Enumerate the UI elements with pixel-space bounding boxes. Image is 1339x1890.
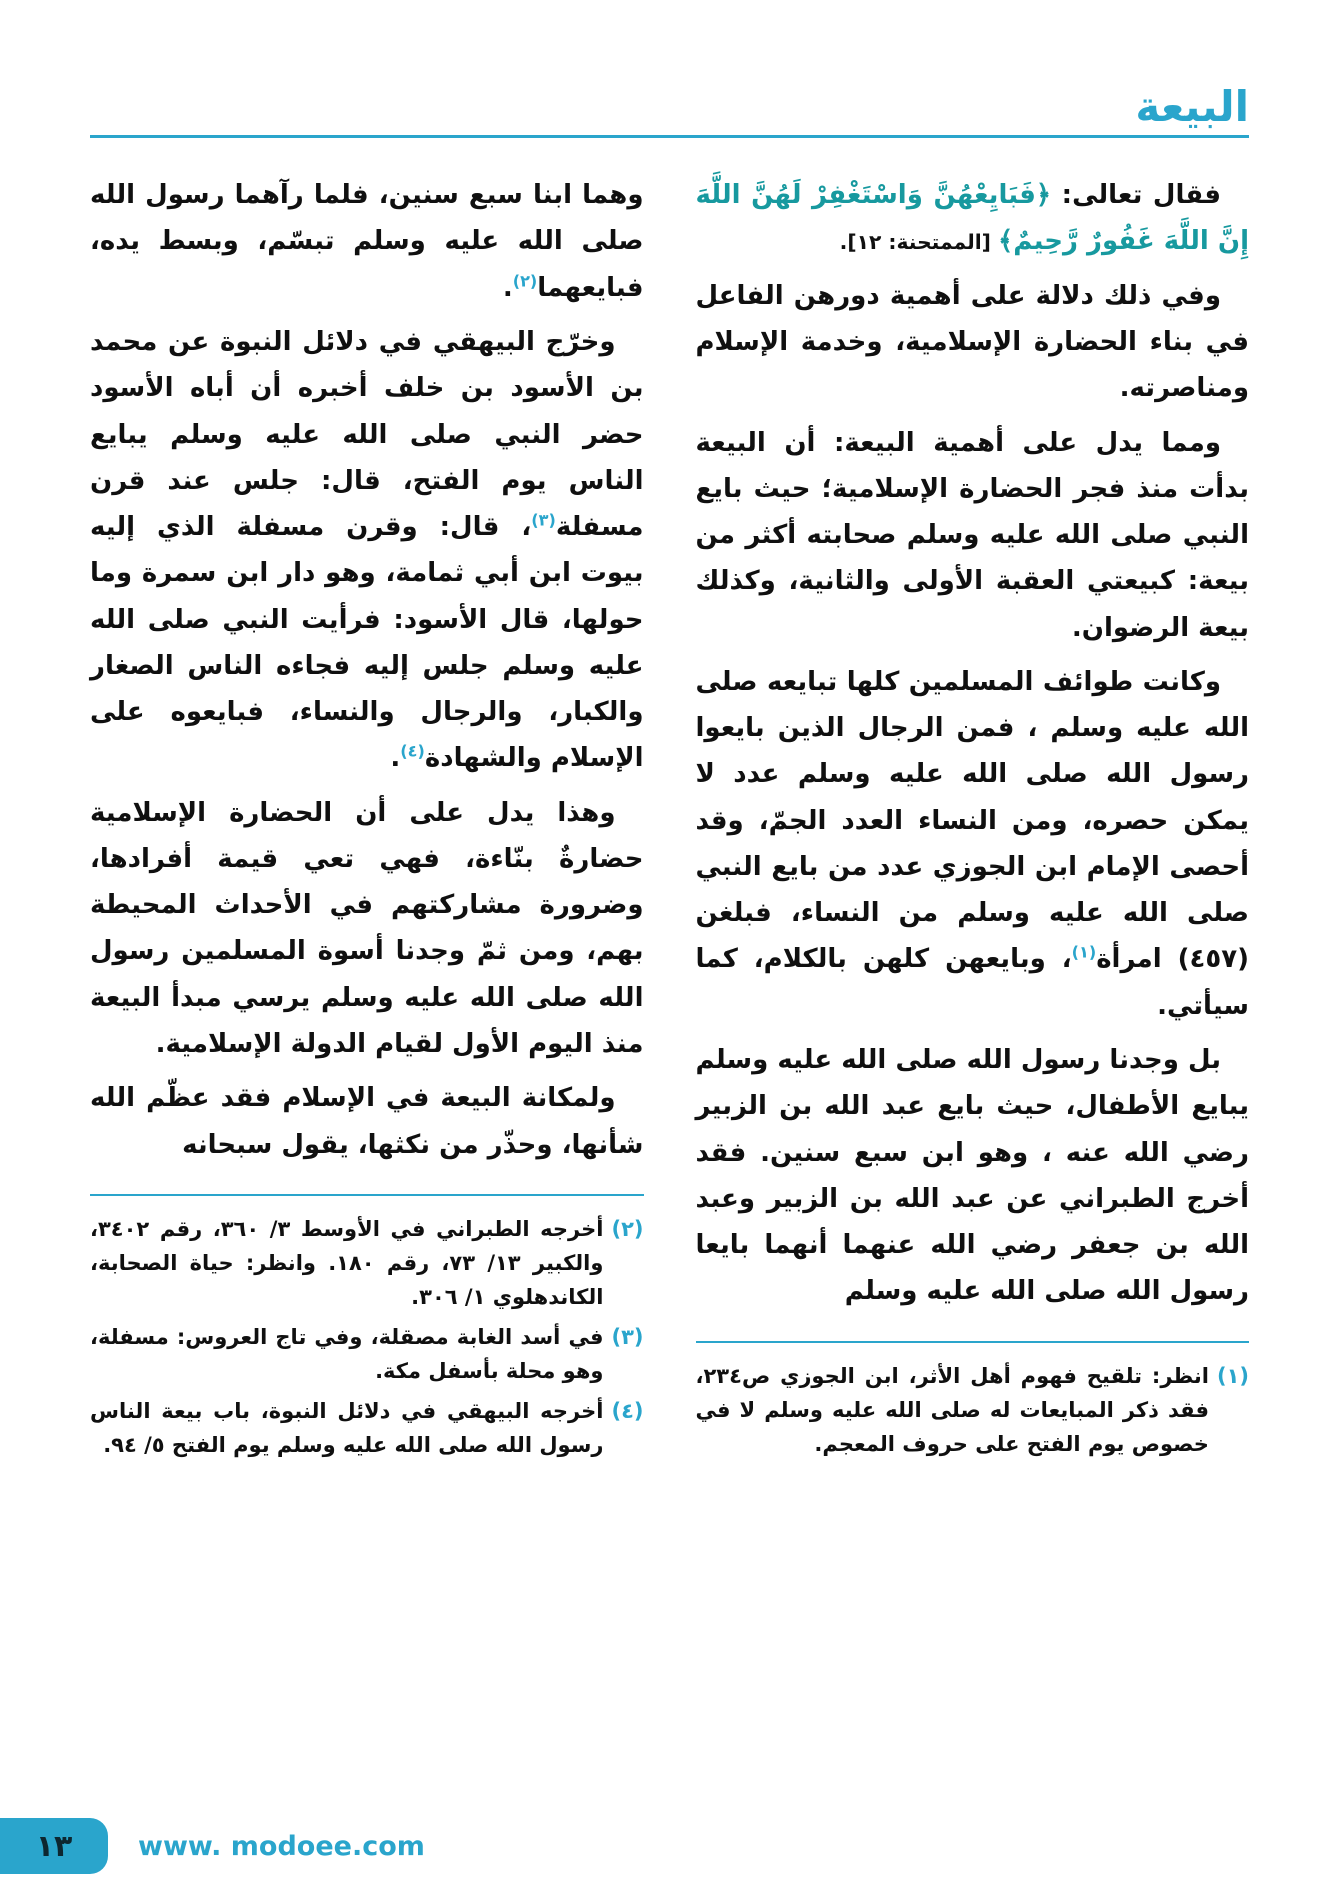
text-run: وكانت طوائف المسلمين كلها تبايعه صلى الله عليه وسلم ، فمن الرجال الذين بايعوا رسول الله صلى الله عليه وسلم عدد لا يمكن حصره، ومن النساء العدد الجمّ، وقد أحصى الإمام ابن الجوزي عدد من بايع النبي صلى الله عليه وسلم من النساء، فبلغن (٤٥٧) امرأة xyxy=(695,666,1249,975)
footnote-text: أخرجه البيهقي في دلائل النبوة، باب بيعة الناس رسول الله صلى الله عليه وسلم يوم الفتح ٥/ ٩٤. xyxy=(90,1398,604,1457)
two-column-layout xyxy=(90,172,1249,1468)
footnote-separator xyxy=(696,1341,1250,1343)
footnote xyxy=(90,1320,644,1388)
paragraph xyxy=(696,172,1250,265)
quran-verse: ﴿فَبَايِعْهُنَّ وَاسْتَغْفِرْ لَهُنَّ اللَّهَ إِنَّ اللَّهَ غَفُورٌ رَّحِيمٌ﴾ xyxy=(695,180,1249,257)
page-number: ١٣ xyxy=(35,1828,73,1864)
text-run: وهما ابنا سبع سنين، فلما رآهما رسول الله صلى الله عليه وسلم تبسّم، وبسط يده، فبايعهما xyxy=(90,180,644,303)
column-right xyxy=(696,172,1250,1466)
text-run: . xyxy=(502,272,513,303)
paragraph xyxy=(90,790,644,1068)
footnote-marker: (١) xyxy=(1216,1363,1249,1388)
paragraph xyxy=(696,659,1250,1029)
text-run: ، قال: وقرن مسفلة الذي إليه بيوت ابن أبي ثمامة، وهو دار ابن سمرة وما حولها، قال الأسود: فرأيت النبي صلى الله عليه وسلم جلس إليه فجاءه الناس الصغار والكبار، والرجال والنساء، فبايعوه على الإسلام والشهادة xyxy=(90,512,644,774)
page-number-tab xyxy=(0,1818,108,1874)
text-run: وفي ذلك دلالة على أهمية دورهن الفاعل في بناء الحضارة الإسلامية، وخدمة الإسلام ومناصرته. xyxy=(695,280,1249,404)
column-left xyxy=(90,172,644,1468)
header-rule xyxy=(90,135,1249,138)
text-run: ، وبايعهن كلهن بالكلام، كما سيأتي. xyxy=(695,944,1249,1021)
website-text: www. modoee.com xyxy=(138,1830,425,1862)
footnote-marker: (٤) xyxy=(611,1398,644,1423)
footnote-ref: (٣) xyxy=(531,510,556,530)
footnote-ref: (٤) xyxy=(400,741,425,761)
paragraph xyxy=(696,1037,1250,1315)
footnote-text: انظر: تلقيح فهوم أهل الأثر، ابن الجوزي ص٢٣٤، فقد ذكر المبايعات له صلى الله عليه وسلم لا في خصوص يوم الفتح على حروف المعجم. xyxy=(695,1363,1209,1456)
footnote-text: أخرجه الطبراني في الأوسط ٣/ ٣٦٠، رقم ٣٤٠٢، والكبير ١٣/ ٧٣، رقم ١٨٠. وانظر: حياة الصحابة، الكاندهلوي ١/ ٣٠٦. xyxy=(90,1216,604,1309)
left-column-footnotes xyxy=(90,1212,644,1462)
text-run: وهذا يدل على أن الحضارة الإسلامية حضارةٌ بنّاءة، فهي تعي قيمة أفرادها، وضرورة مشاركتهم في الأحداث المحيطة بهم، ومن ثمّ وجدنا أسوة المسلمين رسول الله صلى الله عليه وسلم يرسي مبدأ البيعة منذ اليوم الأول لقيام الدولة الإسلامية. xyxy=(90,797,644,1059)
footnote xyxy=(90,1212,644,1314)
text-run: ومما يدل على أهمية البيعة: أن البيعة بدأت منذ فجر الحضارة الإسلامية؛ حيث بايع النبي صلى الله عليه وسلم صحابته أكثر من بيعة: كبيعتي العقبة الأولى والثانية، وكذلك بيعة الرضوان. xyxy=(695,427,1249,643)
footnote-text: في أسد الغابة مصقلة، وفي تاج العروس: مسفلة، وهو محلة بأسفل مكة. xyxy=(90,1324,604,1383)
right-column-footnotes xyxy=(696,1359,1250,1461)
text-run: بل وجدنا رسول الله صلى الله عليه وسلم يبايع الأطفال، حيث بايع عبد الله بن الزبير رضي الله عنه ، وهو ابن سبع سنين. فقد أخرج الطبراني عن عبد الله بن الزبير وعبد الله بن جعفر رضي الله عنهما أنهما بايعا رسول الله صلى الله عليه وسلم xyxy=(695,1044,1249,1307)
right-column-text xyxy=(696,172,1250,1314)
text-run: وخرّج البيهقي في دلائل النبوة عن محمد بن الأسود بن خلف أخبره أن أباه الأسود حضر النبي صلى الله عليه وسلم يبايع الناس يوم الفتح، قال: جلس عند قرن مسفلة xyxy=(90,326,644,543)
footnote-ref: (٢) xyxy=(512,271,538,291)
page-footer xyxy=(0,1818,425,1874)
paragraph xyxy=(696,273,1250,412)
footnote xyxy=(90,1394,644,1462)
footnote-separator xyxy=(90,1194,644,1196)
text-run: فقال تعالى: xyxy=(1051,180,1221,211)
page-title: البيعة xyxy=(1135,82,1249,131)
verse-reference: [الممتحنة: ١٢]. xyxy=(839,230,998,255)
footnote-ref: (١) xyxy=(1071,942,1097,962)
paragraph xyxy=(90,172,644,311)
text-run: ولمكانة البيعة في الإسلام فقد عظّم الله شأنها، وحذّر من نكثها، يقول سبحانه xyxy=(90,1083,644,1160)
paragraph xyxy=(90,319,644,782)
footnote-marker: (٢) xyxy=(611,1216,644,1241)
paragraph xyxy=(90,1075,644,1168)
page-header xyxy=(90,84,1249,138)
paragraph xyxy=(696,420,1250,651)
footnote-marker: (٣) xyxy=(611,1324,644,1349)
text-run: . xyxy=(390,743,401,774)
footnote xyxy=(696,1359,1250,1461)
left-column-text xyxy=(90,172,644,1168)
